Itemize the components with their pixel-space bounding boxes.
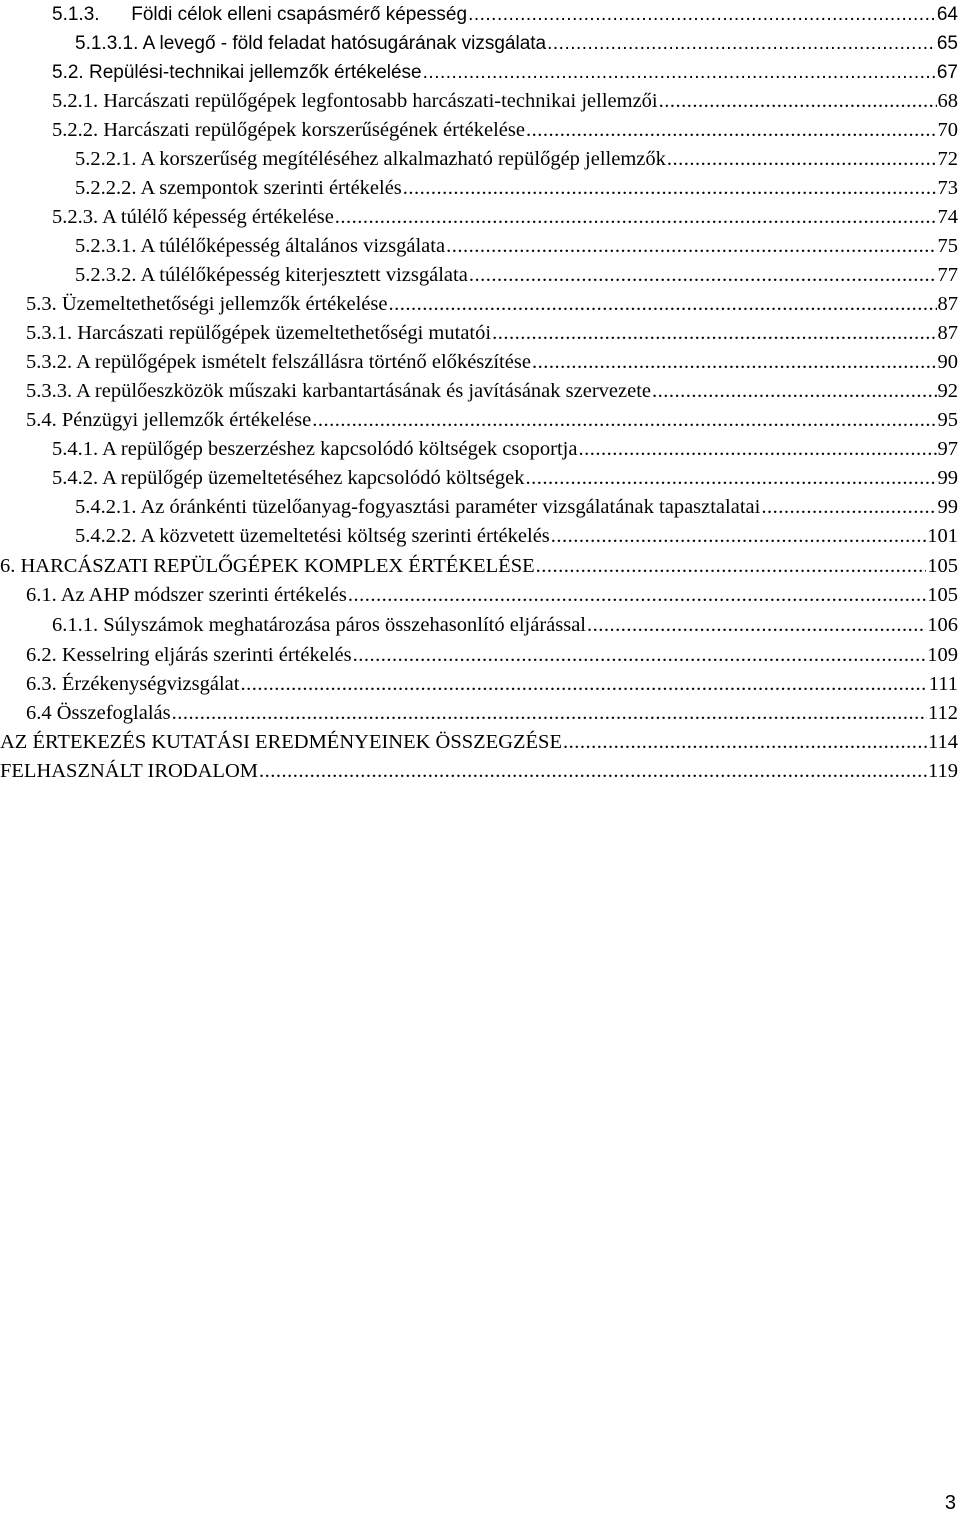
toc-dot-leader xyxy=(659,87,937,116)
toc-entry[interactable] xyxy=(75,174,958,203)
toc-dot-leader xyxy=(468,0,936,29)
toc-dot-leader xyxy=(652,377,937,406)
toc-entry-title: 5.1.3.1. A levegő - föld feladat hatósugárának vizsgálata xyxy=(75,33,547,54)
toc-entry-page-number: 109 xyxy=(927,644,958,666)
toc-dot-leader xyxy=(761,493,936,522)
toc-entry-title: FELHASZNÁLT IRODALOM xyxy=(0,760,258,782)
toc-entry-page-number: 87 xyxy=(937,322,958,344)
toc-entry[interactable] xyxy=(52,611,958,640)
page-number: 3 xyxy=(944,1492,956,1514)
toc-entry[interactable] xyxy=(26,670,958,699)
toc-entry-title: 6. HARCÁSZATI REPÜLŐGÉPEK KOMPLEX ÉRTÉKELÉSE xyxy=(0,555,535,577)
toc-entry-page-number: 65 xyxy=(936,33,958,54)
toc-entry-page-number: 111 xyxy=(928,673,958,695)
toc-dot-leader xyxy=(578,435,936,464)
toc-entry-page-number: 68 xyxy=(937,90,958,112)
toc-entry[interactable] xyxy=(26,290,958,319)
toc-entry[interactable] xyxy=(26,641,958,670)
toc-dot-leader xyxy=(353,641,927,670)
toc-entry-page-number: 101 xyxy=(927,525,958,547)
toc-entry-title: 5.2.3. A túlélő képesség értékelése xyxy=(52,206,334,228)
toc-entry[interactable] xyxy=(75,261,958,290)
toc-dot-leader xyxy=(551,522,926,551)
toc-entry[interactable] xyxy=(0,552,958,581)
toc-entry-title: 5.3.2. A repülőgépek ismételt felszállásra történő előkészítése xyxy=(26,351,531,373)
toc-entry-page-number: 90 xyxy=(937,351,958,373)
toc-entry-page-number: 105 xyxy=(927,555,958,577)
toc-dot-leader xyxy=(492,319,936,348)
toc-entry[interactable] xyxy=(26,377,958,406)
toc-entry[interactable] xyxy=(75,145,958,174)
toc-entry-title: 5.4.2.2. A közvetett üzemeltetési költség szerinti értékelés xyxy=(75,525,550,547)
toc-entry-title: 5.2.3.1. A túlélőképesség általános vizsgálata xyxy=(75,235,446,257)
toc-entry-page-number: 67 xyxy=(936,62,958,83)
toc-entry[interactable] xyxy=(52,58,958,87)
toc-entry-page-number: 95 xyxy=(937,409,958,431)
toc-entry[interactable] xyxy=(26,699,958,728)
toc-entry[interactable] xyxy=(75,493,958,522)
toc-entry-page-number: 99 xyxy=(937,467,958,489)
toc-entry-title: 6.1. Az AHP módszer szerinti értékelés xyxy=(26,584,347,606)
toc-dot-leader xyxy=(403,174,937,203)
toc-entry-page-number: 70 xyxy=(937,119,958,141)
toc-entry[interactable] xyxy=(26,406,958,435)
toc-dot-leader xyxy=(446,232,936,261)
toc-entry-page-number: 112 xyxy=(928,702,958,724)
toc-dot-leader xyxy=(240,670,927,699)
toc-dot-leader xyxy=(536,552,927,581)
toc-entry-page-number: 106 xyxy=(927,614,958,636)
toc-dot-leader xyxy=(547,29,936,58)
toc-dot-leader xyxy=(469,261,937,290)
toc-entry[interactable] xyxy=(52,87,958,116)
toc-entry-page-number: 105 xyxy=(927,584,958,606)
toc-entry[interactable] xyxy=(75,29,958,58)
toc-dot-leader xyxy=(587,611,926,640)
toc-entry[interactable] xyxy=(26,319,958,348)
toc-entry-title: 6.4 Összefoglalás xyxy=(26,702,171,724)
toc-dot-leader xyxy=(563,728,927,757)
toc-entry-title: 5.1.3. Földi célok elleni csapásmérő képesség xyxy=(52,4,468,25)
toc-entry[interactable] xyxy=(52,203,958,232)
toc-dot-leader xyxy=(172,699,927,728)
toc-entry[interactable] xyxy=(26,348,958,377)
toc-entry-page-number: 77 xyxy=(937,264,958,286)
toc-dot-leader xyxy=(259,757,927,786)
toc-entry-title: 6.3. Érzékenységvizsgálat xyxy=(26,673,240,695)
toc-entry[interactable] xyxy=(52,464,958,493)
toc-dot-leader xyxy=(667,145,937,174)
toc-dot-leader xyxy=(526,116,937,145)
toc-dot-leader xyxy=(335,203,937,232)
toc-dot-leader xyxy=(388,290,936,319)
toc-entry-title: 5.2.2.1. A korszerűség megítéléséhez alkalmazható repülőgép jellemzők xyxy=(75,148,666,170)
toc-entry-page-number: 92 xyxy=(937,380,958,402)
toc-entry[interactable] xyxy=(0,757,958,786)
toc-entry-title: 6.2. Kesselring eljárás szerinti értékelés xyxy=(26,644,352,666)
toc-entry-page-number: 73 xyxy=(937,177,958,199)
toc-entry-title: 5.2.2.2. A szempontok szerinti értékelés xyxy=(75,177,402,199)
toc-entry-page-number: 75 xyxy=(937,235,958,257)
toc-entry-title: 5.2.2. Harcászati repülőgépek korszerűségének értékelése xyxy=(52,119,525,141)
toc-entry-page-number: 114 xyxy=(928,731,958,753)
toc-entry-title: 5.4.1. A repülőgép beszerzéshez kapcsolódó költségek csoportja xyxy=(52,438,578,460)
toc-entry[interactable] xyxy=(52,435,958,464)
toc-entry[interactable] xyxy=(52,116,958,145)
toc-entry[interactable] xyxy=(75,232,958,261)
toc-entry-title: 5.4.2.1. Az óránkénti tüzelőanyag-fogyasztási paraméter vizsgálatának tapasztalatai xyxy=(75,496,761,518)
toc-entry-title: 5.3.1. Harcászati repülőgépek üzemeltethetőségi mutatói xyxy=(26,322,492,344)
toc-entry-page-number: 119 xyxy=(928,760,958,782)
toc-entry-title: 5.4.2. A repülőgép üzemeltetéséhez kapcsolódó költségek xyxy=(52,467,525,489)
toc-entry-title: 5.4. Pénzügyi jellemzők értékelése xyxy=(26,409,312,431)
toc-dot-leader xyxy=(532,348,937,377)
toc-dot-leader xyxy=(526,464,937,493)
toc-entry-page-number: 87 xyxy=(937,293,958,315)
toc-entry[interactable] xyxy=(52,0,958,29)
toc-entry[interactable] xyxy=(75,522,958,551)
toc-entry-title: 5.3.3. A repülőeszközök műszaki karbantartásának és javításának szervezete xyxy=(26,380,651,402)
toc-entry-title: AZ ÉRTEKEZÉS KUTATÁSI EREDMÉNYEINEK ÖSSZEGZÉSE xyxy=(0,731,562,753)
toc-entry-title: 5.2.1. Harcászati repülőgépek legfontosabb harcászati-technikai jellemzői xyxy=(52,90,658,112)
toc-entry-page-number: 97 xyxy=(937,438,958,460)
toc-entry-title: 5.2.3.2. A túlélőképesség kiterjesztett vizsgálata xyxy=(75,264,468,286)
toc-entry-page-number: 64 xyxy=(936,4,958,25)
toc-entry-page-number: 74 xyxy=(937,206,958,228)
toc-entry-page-number: 72 xyxy=(937,148,958,170)
toc-entry[interactable] xyxy=(0,728,958,757)
toc-dot-leader xyxy=(348,581,926,610)
toc-entry-title: 6.1.1. Súlyszámok meghatározása páros összehasonlító eljárással xyxy=(52,614,586,636)
toc-entry[interactable] xyxy=(26,581,958,610)
toc-entry-title: 5.2. Repülési-technikai jellemzők értékelése xyxy=(52,62,422,83)
toc-dot-leader xyxy=(423,58,936,87)
toc-entry-title: 5.3. Üzemeltethetőségi jellemzők értékelése xyxy=(26,293,388,315)
toc-entry-page-number: 99 xyxy=(937,496,958,518)
toc-dot-leader xyxy=(312,406,936,435)
